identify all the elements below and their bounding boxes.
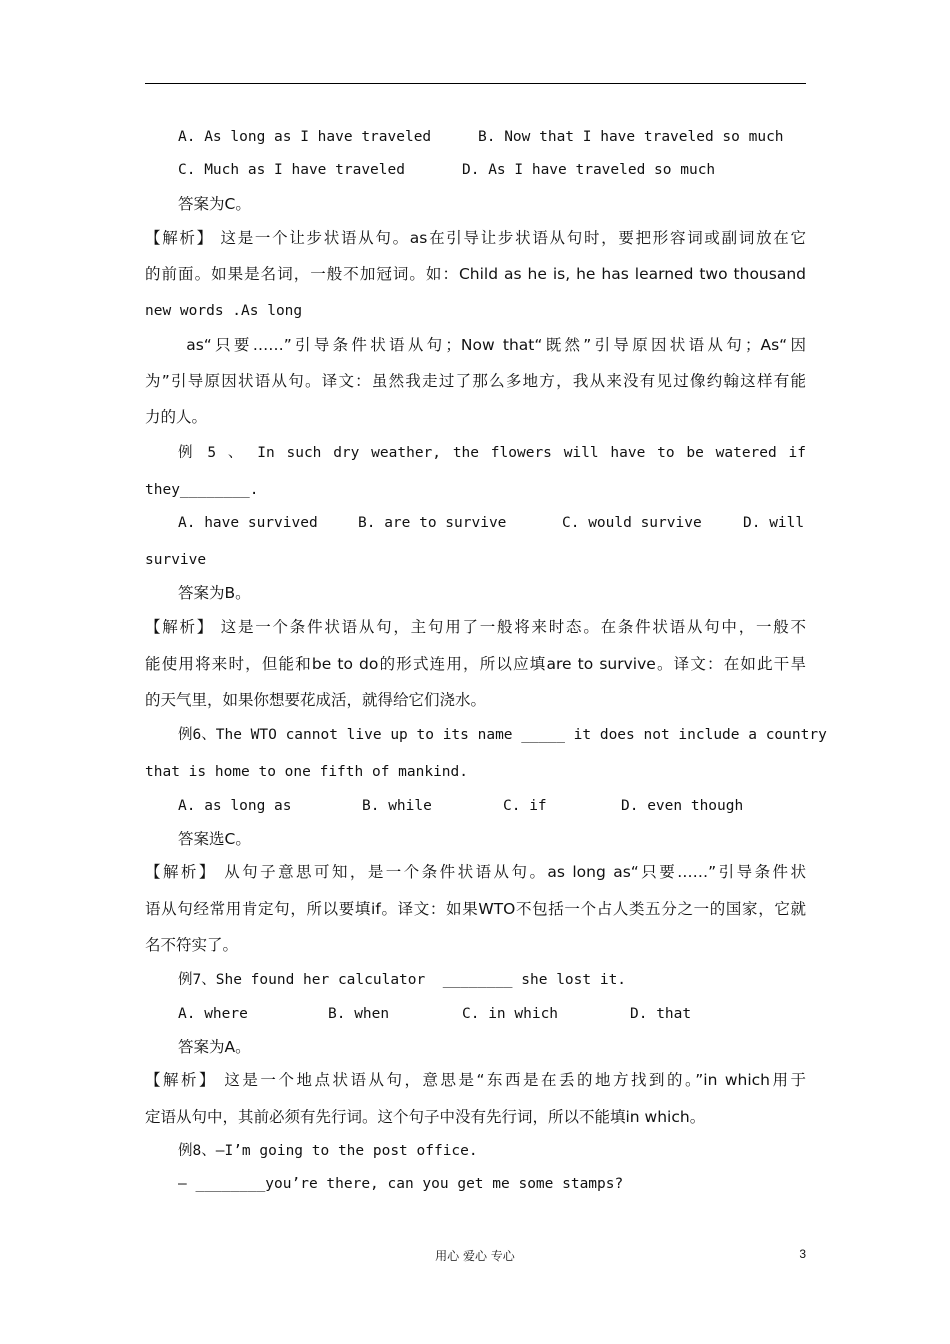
- option-b: B. are to survive: [358, 515, 507, 531]
- answer-line: 答案选C。: [178, 830, 251, 848]
- header-rule: [145, 83, 806, 84]
- example-question: 例 5 、 In such dry weather, the flowers will have to be watered if: [178, 445, 806, 461]
- analysis-line: 的天气里，如果你想要花成活，就得给它们浇水。: [145, 691, 487, 709]
- example-question: — ________you’re there, can you get me some stamps?: [178, 1176, 624, 1192]
- analysis-line: 的前面。如果是名词，一般不加冠词。如：Child as he is, he has learned two thousand: [145, 265, 806, 283]
- page-number: 3: [799, 1247, 806, 1261]
- example-question: that is home to one fifth of mankind.: [145, 764, 469, 780]
- option-a: A. where: [178, 1006, 248, 1022]
- analysis-line: 【解析】 这是一个让步状语从句。as在引导让步状语从句时，要把形容词或副词放在它: [145, 229, 806, 247]
- option-b: B. when: [328, 1006, 390, 1022]
- analysis-line: 【解析】 这是一个条件状语从句，主句用了一般将来时态。在条件状语从句中，一般不: [145, 618, 806, 636]
- answer-line: 答案为B。: [178, 584, 251, 602]
- option-a: A. as long as: [178, 798, 292, 814]
- option-d: D. even though: [621, 798, 744, 814]
- option-d: D. As I have traveled so much: [462, 162, 716, 178]
- analysis-line: 名不符实了。: [145, 936, 239, 954]
- option-d-continued: survive: [145, 552, 207, 568]
- answer-line: 答案为A。: [178, 1038, 251, 1056]
- analysis-line: 为”引导原因状语从句。译文：虽然我走过了那么多地方，我从来没有见过像约翰这样有能: [145, 372, 806, 390]
- option-c: C. would survive: [562, 515, 702, 531]
- option-a: A. have survived: [178, 515, 318, 531]
- analysis-line: 【解析】 这是一个地点状语从句，意思是“东西是在丢的地方找到的。”in which用于: [145, 1071, 806, 1089]
- option-b: B. while: [362, 798, 432, 814]
- option-c: C. Much as I have traveled: [178, 162, 405, 178]
- analysis-line: as“只要……”引导条件状语从句；Now that“既然”引导原因状语从句；As“因: [178, 336, 806, 354]
- analysis-line: 语从句经常用肯定句，所以要填if。译文：如果WTO不包括一个占人类五分之一的国家，它就: [145, 900, 806, 918]
- analysis-line: 定语从句中，其前必须有先行词。这个句子中没有先行词，所以不能填in which。: [145, 1108, 706, 1126]
- analysis-line: 【解析】 从句子意思可知，是一个条件状语从句。as long as“只要……”引导条件状: [145, 863, 806, 881]
- option-c: C. in which: [462, 1006, 559, 1022]
- analysis-line: 力的人。: [145, 408, 208, 426]
- option-d: D. will: [743, 515, 805, 531]
- option-b: B. Now that I have traveled so much: [478, 129, 784, 145]
- option-a: A. As long as I have traveled: [178, 129, 432, 145]
- analysis-line: new words .As long: [145, 303, 303, 319]
- example-question: they________.: [145, 482, 259, 498]
- option-d: D. that: [630, 1006, 692, 1022]
- footer-slogan: 用心 爱心 专心: [435, 1249, 515, 1263]
- analysis-line: 能使用将来时，但能和be to do的形式连用，所以应填are to survive。译文：在如此干旱: [145, 655, 806, 673]
- example-question: 例7、She found her calculator ________ she lost it.: [178, 972, 627, 988]
- example-question: 例6、The WTO cannot live up to its name _____ it does not include a country: [178, 727, 827, 743]
- option-c: C. if: [503, 798, 547, 814]
- example-question: 例8、—I’m going to the post office.: [178, 1143, 478, 1159]
- answer-line: 答案为C。: [178, 195, 251, 213]
